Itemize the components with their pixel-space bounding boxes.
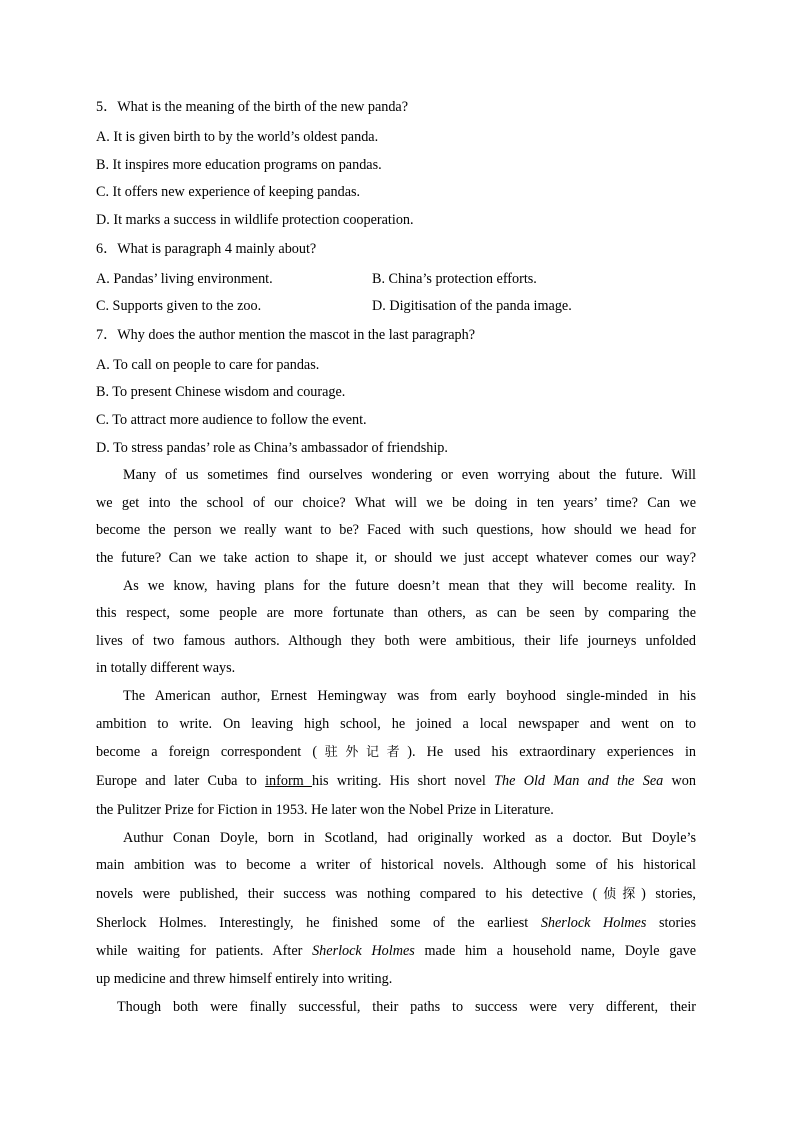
paragraph-4-line: up medicine and threw himself entirely into writing. — [96, 971, 393, 987]
paragraph-1-line: Many of us sometimes find ourselves wondering or even worrying about the future. Will — [123, 467, 696, 483]
question-6-option-c: C. Supports given to the zoo. — [96, 298, 262, 314]
book-title: Sherlock Holmes — [540, 915, 647, 931]
chinese-gloss: 驻外记者 — [317, 745, 408, 760]
paragraph-3-line: The American author, Ernest Hemingway was from early boyhood single-minded in his — [123, 688, 696, 704]
question-5-option-d: D. It marks a success in wildlife protection cooperation. — [96, 212, 414, 228]
paragraph-1-line: become the person we really want to be? Faced with such questions, how should we head for — [96, 522, 696, 538]
question-5-option-c: C. It offers new experience of keeping pandas. — [96, 184, 361, 200]
paragraph-4-line: novels were published, their success was nothing compared to his detective (侦探) stories, — [96, 886, 696, 902]
paragraph-4-line: main ambition was to become a writer of historical novels. Although some of his historical — [96, 857, 696, 873]
book-title: Sherlock Holmes — [312, 943, 415, 959]
paragraph-2-line: this respect, some people are more fortunate than others, as can be seen by comparing the — [96, 605, 696, 621]
question-5-option-a: A. It is given birth to by the world’s oldest panda. — [96, 129, 379, 145]
question-7-option-c: C. To attract more audience to follow the event. — [96, 412, 367, 428]
question-6-option-d: D. Digitisation of the panda image. — [372, 298, 572, 314]
paragraph-4-line: while waiting for patients. After Sherlock Holmes made him a household name, Doyle gave — [96, 943, 697, 959]
paragraph-3-line: Europe and later Cuba to inform his writing. His short novel The Old Man and the Sea won — [96, 773, 696, 789]
question-7-option-d: D. To stress pandas’ role as China’s ambassador of friendship. — [96, 440, 448, 456]
paragraph-1-line: we get into the school of our choice? What will we be doing in ten years’ time? Can we — [96, 495, 696, 511]
question-7-option-b: B. To present Chinese wisdom and courage. — [96, 384, 346, 400]
question-5-stem: 5．What is the meaning of the birth of the new panda? — [96, 99, 409, 115]
book-title: The Old Man and the Sea — [494, 773, 664, 789]
paragraph-1-line: the future? Can we take action to shape it, or should we just accept whatever comes our way? — [96, 550, 696, 566]
question-7-option-a: A. To call on people to care for pandas. — [96, 357, 320, 373]
paragraph-3-line: ambition to write. On leaving high school, he joined a local newspaper and went on to — [96, 716, 696, 732]
paragraph-5-line: Though both were finally successful, their paths to success were very different, their — [117, 999, 696, 1015]
paragraph-3-line: become a foreign correspondent (驻外记者). He used his extraordinary experiences in — [96, 744, 696, 760]
paragraph-2-line: in totally different ways. — [96, 660, 236, 676]
question-6-stem: 6．What is paragraph 4 mainly about? — [96, 241, 317, 257]
paragraph-4-line: Authur Conan Doyle, born in Scotland, had originally worked as a doctor. But Doyle’s — [123, 830, 696, 846]
paragraph-2-line: lives of two famous authors. Although they both were ambitious, their life journeys unfolded — [96, 633, 696, 649]
underlined-word: inform — [265, 773, 312, 789]
paragraph-3-line: the Pulitzer Prize for Fiction in 1953. He later won the Nobel Prize in Literature. — [96, 802, 554, 818]
paragraph-4-line: Sherlock Holmes. Interestingly, he finished some of the earliest Sherlock Holmes stories — [96, 915, 696, 931]
chinese-gloss: 侦探 — [597, 887, 642, 902]
question-6-option-b: B. China’s protection efforts. — [372, 271, 537, 287]
paragraph-2-line: As we know, having plans for the future doesn’t mean that they will become reality. In — [123, 578, 696, 594]
question-5-option-b: B. It inspires more education programs on pandas. — [96, 157, 382, 173]
question-7-stem: 7．Why does the author mention the mascot in the last paragraph? — [96, 327, 476, 343]
question-6-option-a: A. Pandas’ living environment. — [96, 271, 273, 287]
